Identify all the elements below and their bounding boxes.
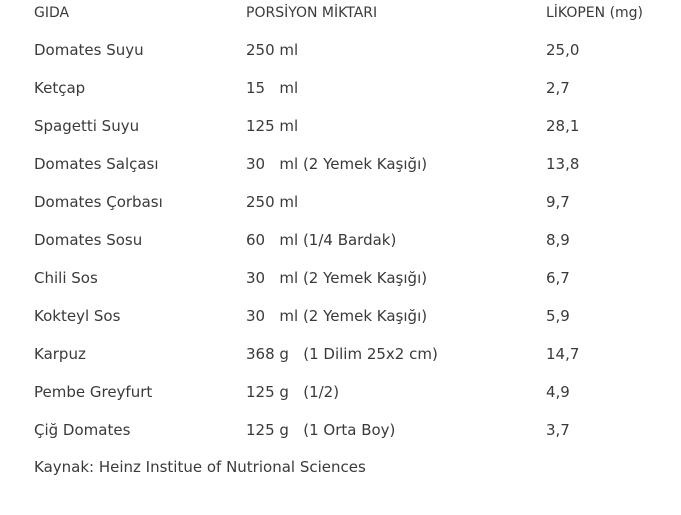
cell-portion: 368 g (1 Dilim 25x2 cm) [246,345,438,363]
table-row [34,116,674,136]
cell-food: Domates Çorbası [34,193,163,211]
cell-food: Karpuz [34,345,86,363]
cell-portion: 60 ml (1/4 Bardak) [246,231,397,249]
table-row [34,154,674,174]
table-row [34,306,674,326]
cell-food: Pembe Greyfurt [34,383,153,401]
table-row [34,192,674,212]
table-row [34,230,674,250]
cell-food: Domates Sosu [34,231,143,249]
cell-lycopene: 6,7 [546,269,570,287]
cell-food: Chili Sos [34,269,98,287]
cell-portion: 30 ml (2 Yemek Kaşığı) [246,307,428,325]
cell-food: Ketçap [34,79,86,97]
table-row [34,40,674,60]
cell-food: Domates Suyu [34,41,144,59]
cell-portion: 250 ml [246,193,299,211]
lycopene-table [34,0,674,439]
source-note: Kaynak: Heinz Institue of Nutrional Sciences [34,458,366,476]
cell-lycopene: 5,9 [546,307,570,325]
cell-portion: 30 ml (2 Yemek Kaşığı) [246,155,428,173]
cell-portion: 125 g (1/2) [246,383,340,401]
cell-lycopene: 2,7 [546,79,570,97]
cell-food: Çiğ Domates [34,421,131,439]
cell-lycopene: 25,0 [546,41,580,59]
header-lycopene: LİKOPEN (mg) [546,5,644,21]
table-header-row [34,0,674,28]
cell-lycopene: 8,9 [546,231,570,249]
cell-lycopene: 4,9 [546,383,570,401]
cell-portion: 250 ml [246,41,299,59]
cell-portion: 15 ml [246,79,299,97]
cell-lycopene: 9,7 [546,193,570,211]
table-row [34,268,674,288]
table-row [34,382,674,402]
cell-food: Domates Salçası [34,155,159,173]
cell-food: Spagetti Suyu [34,117,140,135]
table-row [34,420,674,440]
cell-food: Kokteyl Sos [34,307,121,325]
table-row [34,78,674,98]
cell-lycopene: 14,7 [546,345,580,363]
table-row [34,344,674,364]
cell-portion: 125 ml [246,117,299,135]
header-portion: PORSİYON MİKTARI [246,5,378,21]
cell-lycopene: 3,7 [546,421,570,439]
cell-lycopene: 13,8 [546,155,580,173]
cell-portion: 30 ml (2 Yemek Kaşığı) [246,269,428,287]
header-food: GIDA [34,5,70,21]
cell-lycopene: 28,1 [546,117,580,135]
cell-portion: 125 g (1 Orta Boy) [246,421,396,439]
